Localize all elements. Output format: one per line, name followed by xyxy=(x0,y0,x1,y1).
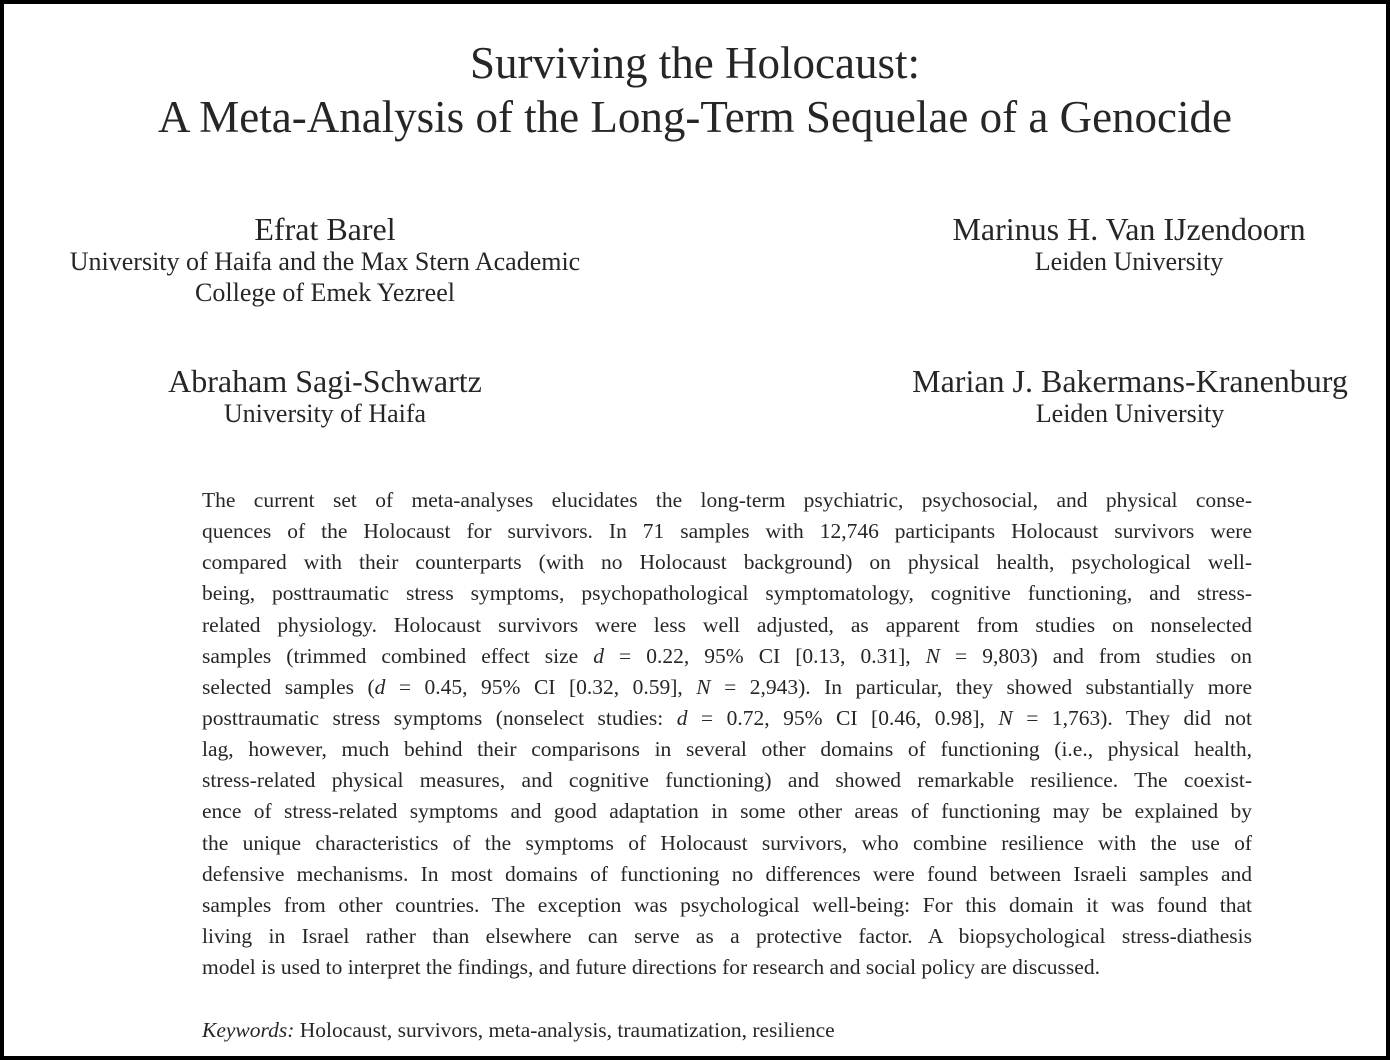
abstract-line: lag, however, much behind their comparisons in several other domains of functioning (i.e., physical health, xyxy=(202,737,1252,762)
author-name: Efrat Barel xyxy=(254,211,396,247)
abstract-line: quences of the Holocaust for survivors. In 71 samples with 12,746 participants Holocaust survivors were xyxy=(202,519,1252,544)
abstract-line: related physiology. Holocaust survivors were less well adjusted, as apparent from studies on nonselected xyxy=(202,612,1252,637)
stat-symbol: N xyxy=(696,674,711,699)
author-affiliation: Leiden University xyxy=(1035,399,1225,428)
keywords-label: Keywords: xyxy=(202,1018,295,1042)
author-name: Abraham Sagi-Schwartz xyxy=(168,363,482,399)
abstract-text: samples (trimmed combined effect size xyxy=(202,643,594,668)
abstract-line: compared with their counterparts (with no Holocaust background) on physical health, psychological well- xyxy=(202,550,1252,575)
title-line-2: A Meta-Analysis of the Long-Term Sequelae of a Genocide xyxy=(157,92,1232,142)
stat-symbol: d xyxy=(676,705,688,730)
abstract-text: = 0.72, 95% CI [0.46, 0.98], xyxy=(687,705,999,730)
abstract-line: samples from other countries. The exception was psychological well-being: For this domain it was found that xyxy=(202,892,1252,917)
abstract-line xyxy=(202,641,1252,672)
author-affiliation: College of Emek Yezreel xyxy=(195,278,455,307)
stat-symbol: N xyxy=(998,705,1013,730)
abstract-text: selected samples ( xyxy=(202,674,375,699)
author-name: Marian J. Bakermans-Kranenburg xyxy=(912,363,1348,399)
author-affiliation: Leiden University xyxy=(1034,247,1224,276)
stat-symbol: N xyxy=(925,643,941,668)
abstract-text: posttraumatic stress symptoms (nonselect studies: xyxy=(202,705,677,730)
abstract-line: living in Israel rather than elsewhere can serve as a protective factor. A biopsychological stress-diathesis xyxy=(202,923,1252,948)
keywords-list: Holocaust, survivors, meta-analysis, traumatization, resilience xyxy=(294,1018,835,1042)
author-affiliation: University of Haifa xyxy=(223,399,427,428)
author-name: Marinus H. Van IJzendoorn xyxy=(952,211,1306,247)
abstract-text: = 2,943). In particular, they showed substantially more xyxy=(710,674,1252,699)
stat-symbol: d xyxy=(374,674,386,699)
stat-symbol: d xyxy=(593,643,604,668)
abstract-text: = 1,763). They did not xyxy=(1012,705,1252,730)
abstract xyxy=(202,485,1252,983)
abstract-text: = 0.45, 95% CI [0.32, 0.59], xyxy=(385,674,697,699)
abstract-text: = 0.22, 95% CI [0.13, 0.31], xyxy=(604,643,926,668)
abstract-line: defensive mechanisms. In most domains of functioning no differences were found between Israeli samples and xyxy=(202,861,1252,886)
author-block-van-ijzendoorn xyxy=(916,212,1342,277)
abstract-line xyxy=(202,672,1252,703)
author-block-barel xyxy=(40,212,610,308)
keywords xyxy=(202,1014,835,1046)
paper-title xyxy=(4,36,1386,144)
abstract-line: stress-related physical measures, and cognitive functioning) and showed remarkable resilience. The coexist- xyxy=(202,768,1252,793)
author-affiliation: University of Haifa and the Max Stern Academic xyxy=(69,247,581,276)
abstract-line: the unique characteristics of the symptoms of Holocaust survivors, who combine resilience with the use of xyxy=(202,830,1252,855)
abstract-line: ence of stress-related symptoms and good adaptation in some other areas of functioning may be explained by xyxy=(202,799,1252,824)
author-block-sagi-schwartz xyxy=(124,364,526,429)
abstract-text: = 9,803) and from studies on xyxy=(940,643,1253,668)
abstract-line: being, posttraumatic stress symptoms, psychopathological symptomatology, cognitive functioning, and stress- xyxy=(202,581,1252,606)
abstract-line: The current set of meta-analyses elucidates the long-term psychiatric, psychosocial, and physical conse- xyxy=(202,488,1252,512)
author-block-bakermans-kranenburg xyxy=(884,364,1376,429)
abstract-line xyxy=(202,703,1252,734)
abstract-line: model is used to interpret the findings, and future directions for research and social policy are discussed. xyxy=(202,955,1100,980)
title-line-1: Surviving the Holocaust: xyxy=(470,38,920,88)
